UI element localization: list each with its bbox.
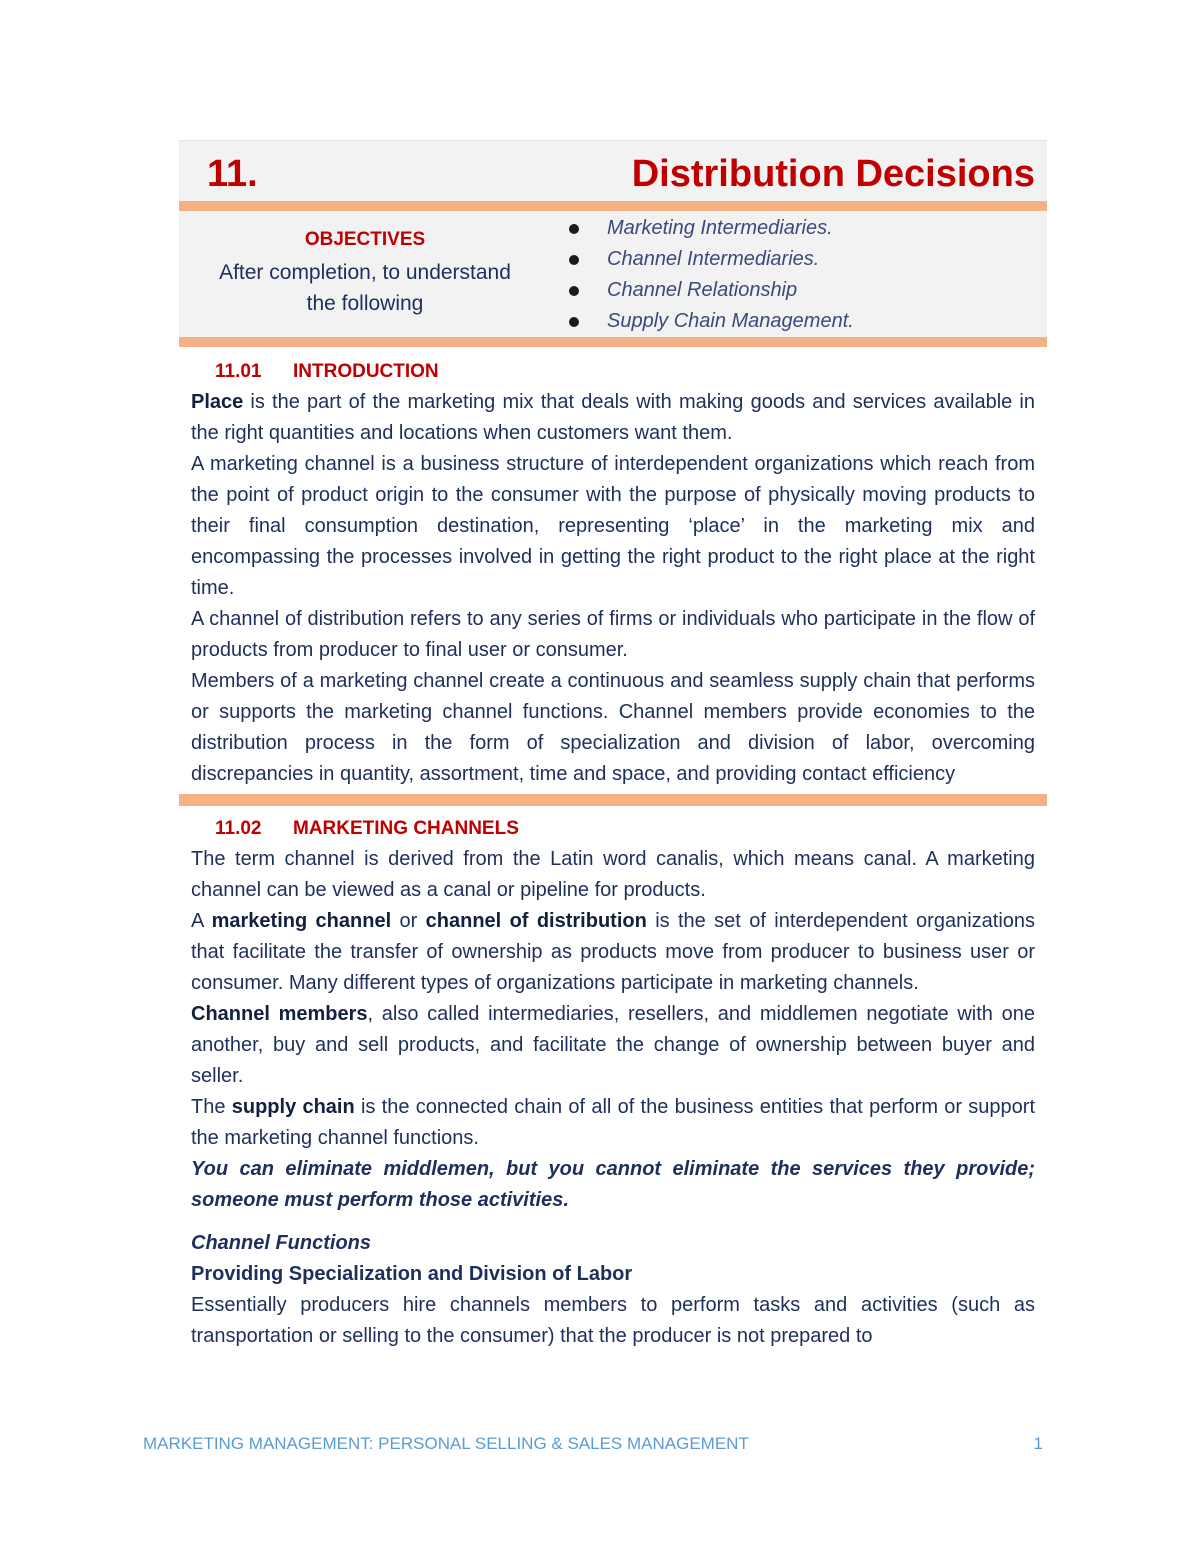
divider-bar [179, 337, 1047, 347]
document-page [179, 140, 1047, 1352]
paragraph-text: or [391, 910, 426, 932]
objective-text: Channel Intermediaries. [607, 248, 820, 270]
paragraph: A marketing channel is a business structure of interdependent organizations which reach from the point of product origin to the consumer with the purpose of physically moving products to their final consumption destination, representing ‘place’ in the marketing mix and encompassing the processes involved in getting the right product to the right place at the right time. [191, 453, 1035, 599]
subheading-channel-functions: Channel Functions [191, 1232, 371, 1254]
bold-term: Channel members [191, 1003, 368, 1025]
objectives-heading: OBJECTIVES [304, 229, 426, 250]
section-heading-marketing-channels [191, 814, 1035, 844]
objective-item [569, 213, 1047, 244]
bullet-icon [569, 317, 579, 327]
objective-item [569, 306, 1047, 337]
objective-text: Channel Relationship [607, 279, 798, 301]
footer-text: MARKETING MANAGEMENT: PERSONAL SELLING & SALES MANAGEMENT [143, 1434, 749, 1453]
bullet-icon [569, 255, 579, 265]
chapter-header [179, 140, 1047, 347]
paragraph [191, 906, 1035, 999]
objectives-list [551, 213, 1047, 337]
document-body [179, 347, 1047, 1352]
section-title: INTRODUCTION [293, 361, 439, 382]
paragraph: Members of a marketing channel create a continuous and seamless supply chain that performs or supports the marketing channel functions. Channel members provide economies to the distribution process in the form of specialization and division of labor, overcoming discrepancies in quantity, assortment, time and space, and providing contact efficiency [191, 670, 1035, 785]
paragraph-text: is the connected chain of all of the business entities that perform or support the marketing channel functions. [191, 1096, 1035, 1149]
bold-term: marketing channel [211, 910, 392, 932]
subheading-specialization: Providing Specialization and Division of Labor [191, 1263, 633, 1285]
paragraph-text: is the part of the marketing mix that deals with making goods and services available in the right quantities and locations when customers want them. [191, 391, 1035, 444]
section-number: 11.01 [215, 361, 262, 382]
objective-text: Marketing Intermediaries. [607, 217, 833, 239]
paragraph: A channel of distribution refers to any series of firms or individuals who participate in the flow of products from producer to final user or consumer. [191, 608, 1035, 661]
section-heading-introduction [191, 357, 1035, 387]
objectives-intro [179, 211, 551, 337]
paragraph [191, 1092, 1035, 1154]
emphasis-paragraph: You can eliminate middlemen, but you cannot eliminate the services they provide; someone must perform those activities. [191, 1158, 1035, 1211]
bold-term: Place [191, 391, 244, 413]
section-divider [179, 794, 1047, 806]
chapter-number: 11. [207, 153, 258, 195]
divider-bar [179, 201, 1047, 211]
objective-item [569, 275, 1047, 306]
objective-item [569, 244, 1047, 275]
bullet-icon [569, 224, 579, 234]
paragraph: The term channel is derived from the Latin word canalis, which means canal. A marketing channel can be viewed as a canal or pipeline for products. [191, 848, 1035, 901]
objectives-block [179, 211, 1047, 337]
title-row [179, 141, 1047, 201]
paragraph [191, 999, 1035, 1092]
objectives-subtitle-line1: After completion, to understand [219, 261, 511, 284]
chapter-title: Distribution Decisions [631, 153, 1035, 195]
objective-text: Supply Chain Management. [607, 310, 854, 332]
paragraph-text: , also called intermediaries, resellers, and middlemen negotiate with one another, buy and sell products, and facilitate the change of ownership between buyer and seller. [191, 1003, 1035, 1087]
bullet-icon [569, 286, 579, 296]
section-number: 11.02 [215, 818, 262, 839]
section-title: MARKETING CHANNELS [293, 818, 519, 839]
paragraph: Essentially producers hire channels members to perform tasks and activities (such as transportation or selling to the consumer) that the producer is not prepared to [191, 1294, 1035, 1347]
objectives-list-wrap [551, 211, 1047, 337]
bold-term: supply chain [231, 1096, 355, 1118]
paragraph-text: is the set of interdependent organizations that facilitate the transfer of ownership as products move from producer to business user or consumer. Many different types of organizations participate in marketing channels. [191, 910, 1036, 994]
objectives-subtitle-line2: the following [306, 292, 424, 315]
paragraph-text: A [191, 910, 212, 932]
paragraph-text: The [191, 1096, 232, 1118]
bold-term: channel of distribution [425, 910, 647, 932]
page-number: 1 [1033, 1434, 1043, 1453]
paragraph [191, 387, 1035, 449]
page-footer [143, 1434, 1043, 1454]
